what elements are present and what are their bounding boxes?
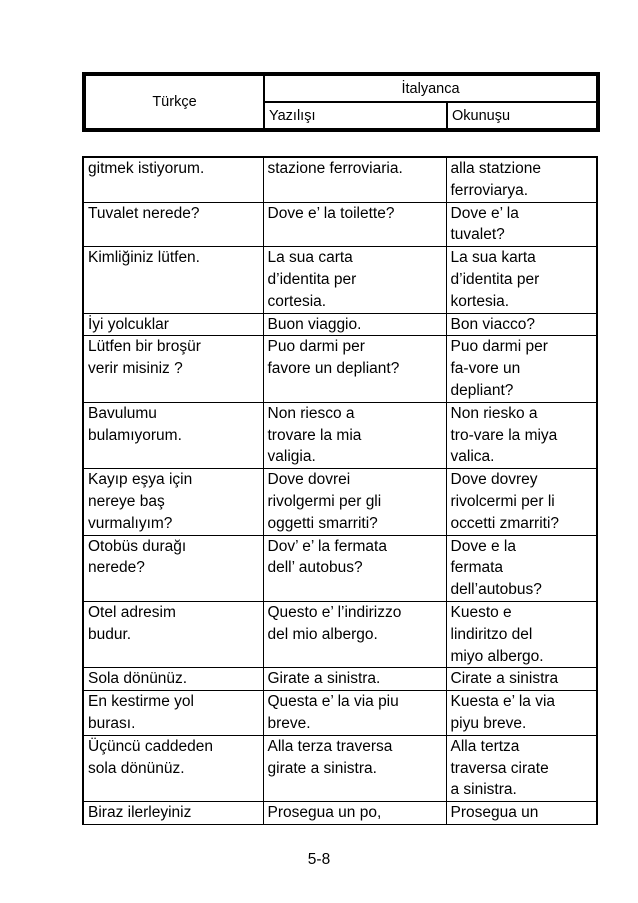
cell-text-line: sola dönünüz. <box>88 759 185 777</box>
cell-italian-pronunciation <box>446 247 597 313</box>
cell-italian-pronunciation <box>446 469 597 535</box>
cell-text-line: Dove e la <box>450 537 516 555</box>
cell-turkish <box>83 157 263 202</box>
cell-turkish <box>83 469 263 535</box>
header-table <box>82 72 600 132</box>
cell-text-line: tro-vare la miya <box>450 426 558 444</box>
cell-text-line: lindiritzo del <box>450 625 533 643</box>
cell-italian-written <box>263 691 446 736</box>
cell-text-line: favore un depliant? <box>267 360 400 378</box>
cell-text-line: Bavulumu <box>88 404 157 422</box>
cell-italian-written <box>263 313 446 336</box>
cell-text-line: dell’ autobus? <box>267 559 363 577</box>
cell-text-line: miyo albergo. <box>450 647 544 665</box>
cell-text-line: Dov’ e’ la fermata <box>267 537 387 555</box>
table-row <box>83 336 597 402</box>
cell-text-line: Sola dönünüz. <box>88 670 188 688</box>
cell-turkish <box>83 313 263 336</box>
table-row <box>83 202 597 247</box>
cell-text-line: Tuvalet nerede? <box>88 204 200 222</box>
cell-text-line: Questa e’ la via piu <box>267 693 399 711</box>
cell-turkish <box>83 402 263 468</box>
cell-italian-written <box>263 402 446 468</box>
cell-turkish <box>83 601 263 667</box>
cell-turkish <box>83 735 263 801</box>
cell-italian-pronunciation <box>446 402 597 468</box>
cell-turkish <box>83 802 263 825</box>
cell-text-line: Dove dovrey <box>450 471 538 489</box>
cell-turkish <box>83 202 263 247</box>
cell-text-line: gitmek istiyorum. <box>88 160 205 177</box>
cell-text-line: Kayıp eşya için <box>88 471 193 489</box>
cell-text-line: a sinistra. <box>450 781 517 799</box>
cell-text-line: Buon viaggio. <box>267 315 362 333</box>
cell-turkish <box>83 336 263 402</box>
cell-italian-pronunciation <box>446 336 597 402</box>
table-row <box>83 247 597 313</box>
cell-text-line: trovare la mia <box>267 426 362 444</box>
cell-text-line: valica. <box>450 448 495 466</box>
table-row <box>83 735 597 801</box>
table-row <box>83 691 597 736</box>
cell-text-line: Alla terza traversa <box>267 737 393 755</box>
cell-text-line: Prosegua un <box>450 804 539 822</box>
cell-text-line: Biraz ilerleyiniz <box>88 804 192 822</box>
cell-text-line: Kimliğiniz lütfen. <box>88 249 200 267</box>
cell-italian-pronunciation <box>446 157 597 202</box>
cell-text-line: piyu breve. <box>450 714 527 732</box>
cell-italian-pronunciation <box>446 313 597 336</box>
cell-text-line: Questo e’ l’indirizzo <box>267 603 402 621</box>
cell-text-line: fermata <box>450 559 504 577</box>
cell-text-line: d’identita per <box>267 270 357 288</box>
page-number: 5-8 <box>307 851 331 868</box>
header-okunusu: Okunuşu <box>447 102 598 130</box>
cell-turkish <box>83 691 263 736</box>
cell-italian-pronunciation <box>446 802 597 825</box>
cell-italian-written <box>263 157 446 202</box>
cell-text-line: verir misiniz ? <box>88 360 183 378</box>
cell-text-line: rivolcermi per li <box>450 492 555 510</box>
cell-turkish <box>83 247 263 313</box>
table-row <box>83 601 597 667</box>
cell-text-line: del mio albergo. <box>267 625 378 643</box>
cell-turkish <box>83 668 263 691</box>
cell-text-line: fa-vore un <box>450 360 521 378</box>
cell-italian-written <box>263 202 446 247</box>
table-row <box>83 802 597 825</box>
cell-text-line: Otobüs durağı <box>88 537 187 555</box>
cell-italian-written <box>263 802 446 825</box>
cell-text-line: Puo darmi per <box>450 338 548 356</box>
cell-text-line: girate a sinistra. <box>267 759 377 777</box>
cell-text-line: Lütfen bir broşür <box>88 338 201 356</box>
table-row <box>83 668 597 691</box>
header-turkce: Türkçe <box>84 74 264 130</box>
cell-text-line: Kuesta e’ la via <box>450 693 556 711</box>
cell-text-line: Dove e’ la toilette? <box>267 204 395 222</box>
cell-text-line: budur. <box>88 625 132 643</box>
cell-text-line: breve. <box>267 714 311 732</box>
cell-italian-written <box>263 535 446 601</box>
cell-text-line: Non riesko a <box>450 404 538 422</box>
cell-italian-written <box>263 469 446 535</box>
phrase-table <box>82 156 598 825</box>
cell-text-line: Girate a sinistra. <box>267 670 381 688</box>
cell-text-line: En kestirme yol <box>88 693 194 711</box>
cell-turkish <box>83 535 263 601</box>
cell-text-line: rivolgermi per gli <box>267 492 382 510</box>
cell-text-line: vurmalıyım? <box>88 514 173 532</box>
cell-text-line: valigia. <box>267 448 316 466</box>
cell-text-line: La sua karta <box>450 249 536 267</box>
cell-italian-written <box>263 735 446 801</box>
table-row <box>83 157 597 202</box>
cell-text-line: depliant? <box>450 381 514 399</box>
header-italyanca: İtalyanca <box>264 74 598 102</box>
cell-text-line: oggetti smarriti? <box>267 514 378 532</box>
cell-text-line: İyi yolcuklar <box>88 315 169 333</box>
cell-text-line: burası. <box>88 714 136 732</box>
cell-text-line: alla statzione <box>450 160 541 177</box>
cell-text-line: ferroviarya. <box>450 181 529 199</box>
cell-text-line: traversa cirate <box>450 759 549 777</box>
cell-text-line: nerede? <box>88 559 145 577</box>
cell-text-line: Dove e’ la <box>450 204 519 222</box>
cell-text-line: bulamıyorum. <box>88 426 182 444</box>
cell-italian-pronunciation <box>446 202 597 247</box>
cell-italian-written <box>263 668 446 691</box>
cell-italian-pronunciation <box>446 668 597 691</box>
cell-text-line: La sua carta <box>267 249 353 267</box>
table-row <box>83 469 597 535</box>
cell-italian-written <box>263 247 446 313</box>
cell-text-line: Bon viacco? <box>450 315 535 333</box>
cell-italian-written <box>263 601 446 667</box>
table-row <box>83 535 597 601</box>
cell-italian-pronunciation <box>446 601 597 667</box>
cell-text-line: Non riesco a <box>267 404 355 422</box>
cell-text-line: nereye baş <box>88 492 165 510</box>
cell-text-line: d’identita per <box>450 270 540 288</box>
cell-italian-pronunciation <box>446 535 597 601</box>
cell-italian-pronunciation <box>446 691 597 736</box>
cell-text-line: cortesia. <box>267 292 327 310</box>
cell-text-line: Otel adresim <box>88 603 176 621</box>
table-row <box>83 313 597 336</box>
cell-text-line: Kuesto e <box>450 603 512 621</box>
table-row <box>83 402 597 468</box>
cell-text-line: Dove dovrei <box>267 471 351 489</box>
cell-text-line: Prosegua un po, <box>267 804 382 822</box>
cell-italian-written <box>263 336 446 402</box>
cell-text-line: kortesia. <box>450 292 510 310</box>
phrase-table-body <box>83 157 597 824</box>
cell-text-line: Alla tertza <box>450 737 520 755</box>
cell-text-line: Puo darmi per <box>267 338 365 356</box>
cell-text-line: occetti zmarriti? <box>450 514 560 532</box>
cell-text-line: Cirate a sinistra <box>450 670 559 688</box>
cell-italian-pronunciation <box>446 735 597 801</box>
header-yazilisi: Yazılışı <box>264 102 447 130</box>
cell-text-line: dell’autobus? <box>450 581 542 599</box>
cell-text-line: tuvalet? <box>450 226 505 244</box>
cell-text-line: Üçüncü caddeden <box>88 737 213 755</box>
cell-text-line: stazione ferroviaria. <box>267 160 403 177</box>
